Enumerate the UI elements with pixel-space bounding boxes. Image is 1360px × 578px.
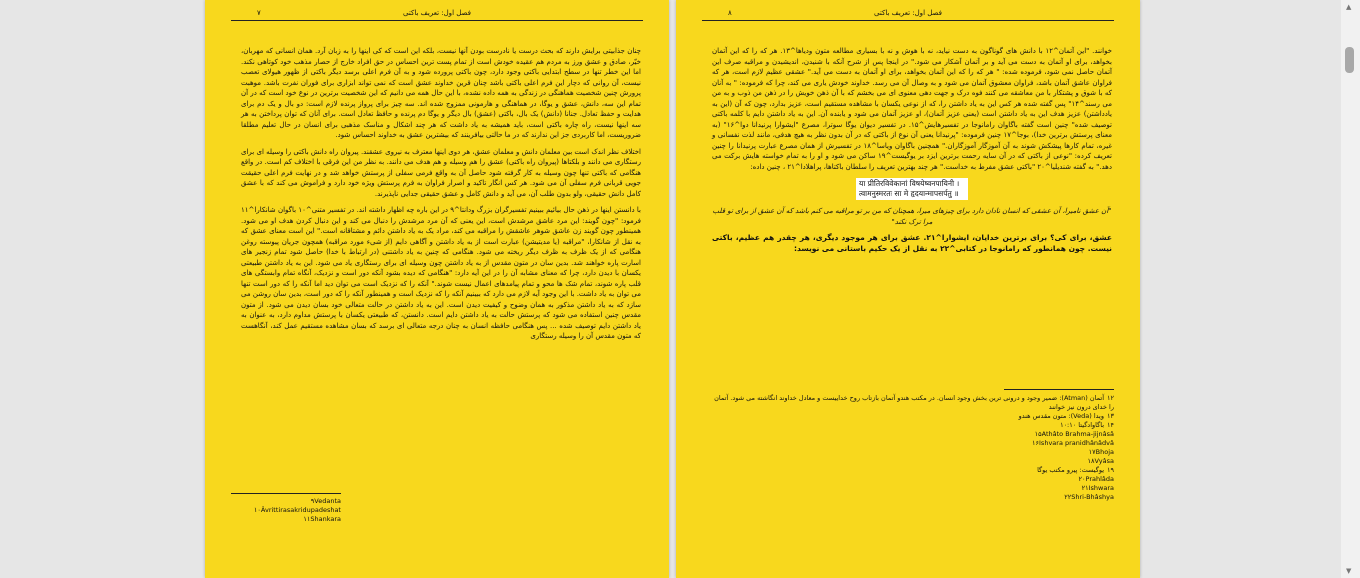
footnote: ۱۹یوگیست: پیرو مکتب یوگا <box>1037 466 1114 474</box>
verse-translation: "آن عشق نامیرا، آن عشقی که انسان نادان دارد برای چیزهای میرا، همچنان که من بر تو مراقبه می کنم باشد که آن عشق از برای تو قلب مرا ترک نکند" <box>712 207 1112 226</box>
footnote: ۱۴باگاوادگیتا ۱۰:۱۰ <box>1060 421 1114 429</box>
scrollbar-thumb[interactable] <box>1345 47 1354 73</box>
footnote: ۲۱Ishwara <box>1081 484 1114 492</box>
footnote: ۲۲Shri-Bhâshya <box>1064 493 1114 501</box>
scroll-up-icon[interactable]: ▲ <box>1346 3 1352 11</box>
scroll-down-icon[interactable]: ▼ <box>1346 567 1352 575</box>
paragraph: چنان جذابیتی برایش دارند که بحث درست یا نادرست بودن آنها نیست، بلکه این است که کی اینها را به زبان آرد. همان انسانی که مهربان، خیّر، صادق و عشق ورز به مردم هم عقیده خودش است از تمام پست ترین احساس در حق افراد خارج از حصار مذهب خود کوتاهی نکند. اما این خطر تنها در سطح ابتدایی باکتی وجود دارد، چون باکتی پرورده شود و به آن فرم اعلی برسد دیگر باکتی از ظهور هیولای تعصب نیست، آن روانی که دچار این فرم اعلی باکتی باشد چنان قرین خداوند عشق است که نمی تواند ابزاری برای فوران نفرت باشد. موهبت پرورش چنین شخصیت هماهنگی در زندگی به همه داده نشده، با این حال همه می دانیم که این شخصیت برترین در نوع خود است که در آن تمام این سه، دانش، عشق و یوگا، در هماهنگی و هارمونی ممزوج شده اند. سه چیز برای پرواز پرنده لازم است: دو بال و یک دم برای هدایت و حفظ تعادل. جنانا (دانش) یک بال، باکتی (عشق) بال دیگر و یوگا دم پرنده و حافظ تعادل است. برای آنان که توان پرداختن به هر سه اینها نیست، راه چاره باکتی است، باید همیشه به یاد داشت که هر چند اشکال و مناسک مذهبی برای انسان در حال تعلیم مطلقا ضروریست، اما کاربردی جز این ندارند که در ما حالتی بیافرینند که بیشترین عشق به خداوند احساس شود. <box>241 47 641 139</box>
footnote: ۲۰Prahlâda <box>1078 475 1114 483</box>
footnote: ۱۵Athâto Brahma-jijnâsâ <box>1034 430 1114 438</box>
page-body <box>712 46 1112 260</box>
page-header <box>231 7 643 21</box>
footnote: ۱۳ویدا (Veda): متون مقدس هندو <box>1018 412 1114 420</box>
document-page-7 <box>205 0 669 578</box>
footnote: ۱۱Shankara <box>303 515 341 523</box>
verse-line: त्वामनुस्मरतः सा मे हृदयान्मापसर्पतु ॥ <box>859 189 959 198</box>
page-number: ۸ <box>728 9 732 17</box>
paragraph: خوانند. "این آتمان^۱۲ با دانش های گوناگون به دست نیاید، نه با هوش و نه با بسیاری مطالعه متون ودیاها^۱۳. هر که را که این آتمان بخواهد، برای او آتمان به دست می آید و بر آتمان آشکار می شود." در اینجا پس از شرح آنکه با شنیدن، اندیشیدن و مراقبه صرف این آتمان حاصل نمی شود، فرموده شده: " هر که را که این آتمان بخواهد، برای او آتمان به دست می آید." عشقی عظیم لازم است، هر که فراوان عاشق آتمان باشد، فراوان معشوق آتمان می شود و به وصال آن می رسد. خداوند خودش یاری می کند، چرا که فرموده: " به آنان که با شوق و پشتکار با من معاشقه می کنند فوه درک و جهت دهی معنوی ای می بخشم که با آن ذهن خویش را در ذهن من ذوب و به من می رسند^۱۴" پس گفته شده هر کس این به یاد داشتن را، که از نوعی یکسان با مشاهده مستقیم است، عزیز بدارد، چون که آن (این به یادداشتن) عزیز هدف این به یاد داشتن است (یعنی عزیز آتمان)، او عزیز آتمان می شود و یابنده آن. این به یاد داشتن دایم با کلمه باکتی توصیف شده" چنین است گفته باگاوان رامانوجا در تفسیرهایش^۱۵. در تفسیر دیوان یوگا سوترا، مصرع "ایشوارا پرنیدانا دوا^۱۶" (به معنای پرستش برترین خدا)، بوجا^۱۷ چنین فرموده: "پرنیدانا یعنی آن نوع از باکتی که در آن بدون نظر به هیچ هدفی، مانند لذت نفسانی و غیره، تمام کارها پیشکش شوند به آن آموزگار آموزگاران." همچنین باگاوان ویاسا^۱۸ در تفسیرش از همان مصرع عبارت پرنیدانا را چنین تعریف کرده: "نوعی از باکتی که در آن سایه رحمت برترین ایزد بر یوگیست^۱۹ ساکن می شود و او را به تمام خواسته هایش برکت می دهد." به گفته شندیلیا^۲۰ "باکتی عشق مفرط به خداست." هر چند بهترین تعریف را سلطان باکتاها، پراهلادا^۲۱ ، چنین داده: <box>712 47 1113 171</box>
footnotes <box>231 497 341 524</box>
paragraph: اختلاف نظر اندک است بین معلمان دانش و معلمان عشق، هر دوی اینها معترف به نیروی عشقند. پیروان راه دانش باکتی را وسیله ای برای رستگاری می دانند و بلکتاها (پیروان راه باکتی) عشق را هم وسیله و هم هدف می دانند. به نظر من این فرقی با اختلاف کم است. در واقع هنگامی که باکتی تنها چون وسیله به کار گرفته شود حاصل آن به واقع فرمی سفلی از پرستش خواهد شد و در نهایت فرم اعلی حقیقت جویی قربانی فرم سفلی آن می شود. هر کس انگار تاکید و اصرار فراوان به فرم پرستش ویژه خود دارد و فراموش می کند که با عشق کامل دانش حقیقی، ولو بدون طلب آن، می آید و دانش کامل و عشق حقیقی جدایی ناپذیرند. <box>241 147 641 198</box>
page-body <box>241 46 641 348</box>
footnote: ۱۰Âvrittirasakridupadeshat <box>253 506 341 514</box>
footnote: ۹Vedanta <box>310 497 341 505</box>
sanskrit-verse <box>856 178 968 200</box>
footnote-rule <box>231 493 341 494</box>
footnote-rule <box>1004 389 1114 390</box>
footnote: ۱۷Bhoja <box>1088 448 1114 456</box>
footnotes <box>714 394 1114 502</box>
footnote: ۱۶Ishvara pranidhânâdvâ <box>1032 439 1114 447</box>
footnote: ۱۲آتمان (Atman): ضمیر وجود و درونی ترین بخش وجود انسان. در مکتب هندو آتمان بازتاب روح خداییست و معادل خداوند انگاشته می شود. آتمان را خدای درون نیز خوانند <box>714 394 1114 411</box>
paragraph: عشق، برای کی؟ برای برترین خدایان، ایشوارا^۲۱. عشق برای هر موجود دیگری، هر چقدر هم عظیم، باکتی نیست. چون همانطور که رامانوجا در کتابی^۲۲ به نقل از یک حکیم باستانی می نویسد: <box>712 233 1112 253</box>
page-header <box>702 7 1114 21</box>
footnote: ۱۸Vyâsa <box>1087 457 1114 465</box>
document-page-8 <box>676 0 1140 578</box>
chapter-title: فصل اول: تعریف باکتی <box>403 9 471 17</box>
chapter-title: فصل اول: تعریف باکتی <box>874 9 942 17</box>
verse-line: या प्रीतिरविवेकानां विषयेष्वनपायिनी । <box>859 179 960 188</box>
paragraph: با دانستن اینها در ذهن حال بیائیم ببینیم تفسیرگران بزرگ ودانتا^۹ در این باره چه اظهار داشته اند. در تفسیر متنی^۱۰ باگوان شانکارا^۱۱ فرمود: "چون گویند: این مرد عاشق مرشدش است، این یعنی که آن مرد مرشدش را دنبال می کند و این دنبال کردن هدف او می شود. همینطور چون گویند زن عاشق شوهر عاشقش را مراقبه می کند، مراد یک به یاد داشتن دائم و مشتاقانه است." این است معنای عشق که به نقل از شانکارا، "مراقبه (یا مدیتیشن) عبارت است از به یاد داشتن و آگاهی دایم (از شیء مورد مراقبه) همچون جریان پیوسته روغن هنگامی که از یک ظرف به ظرف دیگر ریخته می شود. هنگامی که چنین به یاد داشتنی (در ارتباط با خدا) حاصل شود تمام زنجیر های اسارت پاره خواهند شد. بدین سان در متون مقدس از به یاد داشتن چون وسیله ای برای رستگاری یاد می شود. این به یاد داشتن طبیعتی یکسان با دیدن دارد، چرا که معنای مشابه آن را در این آیه دارد: "هنگامی که دیده بشود آنکه دور است و نزدیک، آنگاه تمام وابستگی های قلب پاره شوند، تمام شک ها محو و تمام پیامدهای اعمال نیست شوند." آنکه را که نزدیک است می توان دید اما آنکه را که دور است تنها می توان به یاد داشت. با این وجود آیه لازم می دارد که ببینیم آنکه را که نزدیک است و همینطور آنکه را که دور است، بدین سان روشن می سازد که به یاد داشتن مذکور به همان وضوح و کیفیت دیدن است. این به یاد داشتن در حالت متعالی خود بسان دیدن می شود. از متون مقدس چنین استفاده می شود که پرستش حالت به یاد داشتن دایم است. دانستن، که طبیعتی یکسان با پرستش مداوم دارد، به عنوان به یاد داشتن دایم توصیف شده ... پس هنگامی حافظه انسان به چنان درجه متعالی ای برسد که بسان مشاهده مستقیم عمل کند، آنگاهست که متون مقدس آن را وسیله رستگاری <box>241 206 642 340</box>
page-number: ۷ <box>257 9 261 17</box>
vertical-scrollbar[interactable] <box>1341 0 1360 578</box>
